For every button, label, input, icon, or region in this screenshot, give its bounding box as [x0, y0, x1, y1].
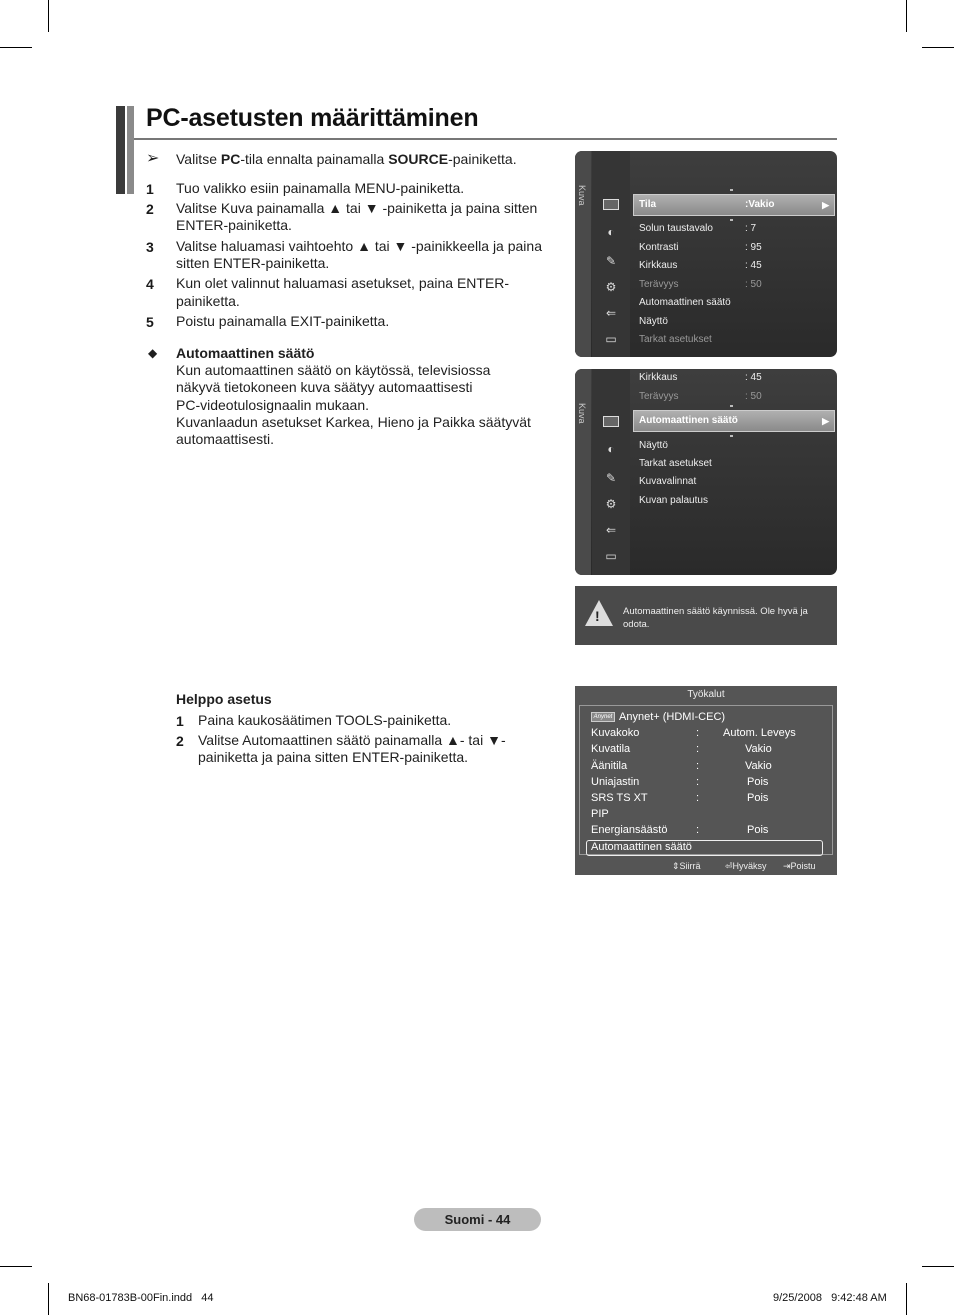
channel-icon[interactable]: ✎: [605, 471, 617, 485]
foot-move: ⇕Siirrä: [672, 861, 701, 871]
step-number: 1: [176, 713, 184, 729]
auto-text: Kuvanlaadun asetukset Karkea, Hieno ja Paikka säätyvät: [176, 414, 531, 430]
step-text: Kun olet valinnut haluamasi asetukset, paina ENTER-: [176, 275, 510, 291]
crop-mark: [906, 0, 907, 32]
footer-date: 9/25/2008 9:42:48 AM: [773, 1292, 887, 1304]
picture-icon[interactable]: [603, 199, 619, 210]
warning-message: Automaattinen säätö käynnissä. Ole hyvä ja odota.: [623, 606, 808, 630]
menu-row-value: : 45: [745, 372, 762, 383]
scroll-tick: [730, 435, 733, 437]
tools-item-sep: :: [696, 792, 700, 804]
tools-item-sep: :: [696, 727, 700, 739]
tools-item-label[interactable]: Uniajastin: [591, 776, 640, 788]
menu-side-label: Kuva: [577, 403, 587, 424]
helppo-step: Paina kaukosäätimen TOOLS-painiketta.: [198, 712, 452, 728]
page-title: PC-asetusten määrittäminen: [146, 104, 479, 132]
menu-side: [575, 369, 591, 575]
channel-icon[interactable]: ✎: [605, 254, 617, 268]
auto-text: automaattisesti.: [176, 431, 275, 447]
menu-row-value: : 50: [745, 279, 762, 290]
setup-icon[interactable]: ⚙: [605, 497, 617, 511]
input-icon[interactable]: ⇐: [605, 306, 617, 320]
warning-mark: !: [595, 608, 600, 624]
tools-title: Työkalut: [687, 689, 725, 700]
menu-side-label: Kuva: [577, 185, 587, 206]
footer-file: BN68-01783B-00Fin.indd 44: [68, 1292, 214, 1304]
crop-mark: [48, 0, 49, 32]
updown-icon: ⇕: [672, 861, 680, 871]
menu-row[interactable]: Kuvan palautus: [639, 495, 708, 506]
scroll-tick: [730, 189, 733, 191]
step-text: Tuo valikko esiin painamalla MENU-painiketta.: [176, 180, 465, 196]
input-icon[interactable]: ⇐: [605, 523, 617, 537]
foot-exit: ⇥Poistu: [783, 861, 816, 871]
crop-mark: [906, 1283, 907, 1315]
menu-row-value: : 95: [745, 242, 762, 253]
title-divider: [134, 138, 837, 140]
tools-item-label[interactable]: Äänitila: [591, 760, 628, 772]
menu-row[interactable]: Kirkkaus: [639, 372, 678, 383]
menu-row[interactable]: Tarkat asetukset: [639, 334, 712, 345]
auto-text: näkyvä tietokoneen kuva säätyy automaattisesti: [176, 379, 473, 395]
crop-mark: [0, 1266, 32, 1267]
menu-row[interactable]: Automaattinen säätö: [639, 297, 731, 308]
tools-item-value: Pois: [747, 824, 769, 836]
picture-icon[interactable]: [603, 416, 619, 427]
step-number: 1: [146, 181, 154, 197]
menu-row[interactable]: Näyttö: [639, 316, 668, 327]
menu-row-value: : 7: [745, 223, 757, 234]
step-text: Valitse haluamasi vaihtoehto ▲ tai ▼ -painikkeella ja paina: [176, 238, 542, 254]
intro-text: Valitse PC-tila ennalta painamalla SOURCE-painiketta.: [176, 151, 517, 167]
menu-row[interactable]: Tarkat asetukset: [639, 458, 712, 469]
menu-row[interactable]: Kirkkaus: [639, 260, 678, 271]
tools-item-sep: :: [696, 743, 700, 755]
step-text: Valitse Kuva painamalla ▲ tai ▼ -painiketta ja paina sitten: [176, 200, 538, 216]
menu-row[interactable]: Näyttö: [639, 440, 668, 451]
step-number: 2: [146, 201, 154, 217]
helppo-heading: Helppo asetus: [176, 691, 272, 707]
page-number: Suomi - 44: [414, 1208, 541, 1231]
helppo-step: Valitse Automaattinen säätö painamalla ▲- tai ▼-: [198, 732, 506, 748]
step-text: ENTER-painiketta.: [176, 217, 292, 233]
tools-item-value: Pois: [747, 792, 769, 804]
setup-icon[interactable]: ⚙: [605, 280, 617, 294]
scroll-tick: [730, 405, 733, 407]
application-icon[interactable]: ▭: [605, 549, 617, 563]
step-number: 2: [176, 733, 184, 749]
warning-box: [575, 586, 837, 645]
tools-item-sep: :: [696, 760, 700, 772]
helppo-step: painiketta ja paina sitten ENTER-painiketta.: [198, 749, 469, 765]
tools-item-label[interactable]: Kuvatila: [591, 743, 631, 755]
step-text: sitten ENTER-painiketta.: [176, 255, 330, 271]
sound-icon[interactable]: ◐: [607, 442, 615, 456]
tools-item-sep: :: [696, 776, 700, 788]
sound-icon[interactable]: ◐: [607, 225, 615, 239]
tools-item-anynet[interactable]: Anynet Anynet+ (HDMI-CEC): [591, 710, 725, 724]
crop-mark: [922, 1266, 954, 1267]
tools-selected-label: Automaattinen säätö: [591, 841, 692, 853]
step-number: 4: [146, 276, 154, 292]
step-text: painiketta.: [176, 293, 240, 309]
scroll-tick: [730, 219, 733, 221]
tools-item-value: Pois: [747, 776, 769, 788]
crop-mark: [922, 47, 954, 48]
step-number: 5: [146, 314, 154, 330]
title-decoration: [116, 106, 134, 194]
tools-item-sep: :: [696, 824, 700, 836]
menu-selected-row[interactable]: [633, 410, 835, 432]
menu-row-value: : 45: [745, 260, 762, 271]
crop-mark: [48, 1283, 49, 1315]
step-text: Poistu painamalla EXIT-painiketta.: [176, 313, 390, 329]
arrow-right-icon: ▶: [822, 200, 829, 210]
menu-row-value: : 50: [745, 391, 762, 402]
menu-row-label: Automaattinen säätö: [639, 415, 738, 426]
crop-mark: [0, 47, 32, 48]
diamond-bullet-icon: ◆: [148, 346, 158, 360]
tools-item-label[interactable]: SRS TS XT: [591, 792, 648, 804]
anynet-logo: Anynet: [591, 712, 615, 722]
enter-icon: ⏎: [725, 861, 733, 871]
arrow-right-icon: ▶: [822, 416, 829, 426]
foot-ok: ⏎Hyväksy: [725, 861, 767, 871]
tv-menu-picture: [575, 151, 837, 357]
auto-text: PC-videotulosignaalin mukaan.: [176, 397, 369, 413]
menu-row-value: :Vakio: [745, 199, 775, 210]
tools-item-label[interactable]: Energiansäästö: [591, 824, 668, 836]
menu-selected-row[interactable]: [633, 194, 835, 216]
menu-row[interactable]: Terävyys: [639, 279, 679, 290]
tools-menu: [575, 686, 837, 875]
menu-row[interactable]: Kontrasti: [639, 242, 679, 253]
menu-row-label: Tila: [639, 199, 657, 210]
tools-item-label[interactable]: PIP: [591, 808, 609, 820]
menu-row[interactable]: Kuvavalinnat: [639, 476, 697, 487]
auto-text: Kun automaattinen säätö on käytössä, televisiossa: [176, 362, 491, 378]
tools-item-value: Autom. Leveys: [723, 727, 796, 739]
tools-item-value: Vakio: [745, 760, 772, 772]
menu-row[interactable]: Terävyys: [639, 391, 679, 402]
tools-item-label[interactable]: Kuvakoko: [591, 727, 640, 739]
tools-item-value: Vakio: [745, 743, 772, 755]
auto-heading: Automaattinen säätö: [176, 345, 315, 361]
exit-icon: ⇥: [783, 861, 791, 871]
step-number: 3: [146, 239, 154, 255]
menu-side: [575, 151, 591, 357]
menu-row[interactable]: Solun taustavalo: [639, 223, 713, 234]
application-icon[interactable]: ▭: [605, 332, 617, 346]
arrow-bullet-icon: ➢: [146, 150, 160, 167]
tv-menu-picture-scrolled: [575, 369, 837, 575]
